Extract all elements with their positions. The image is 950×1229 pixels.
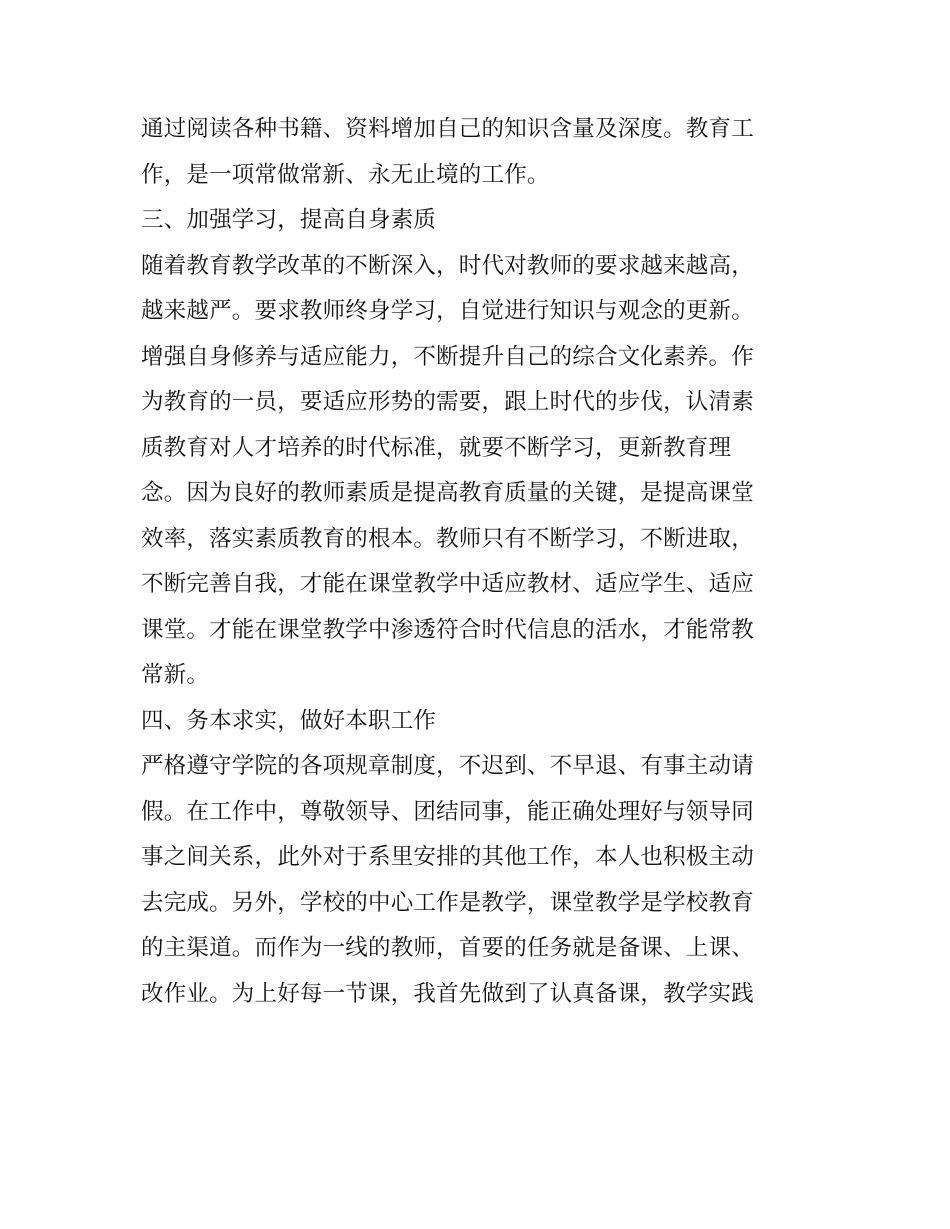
body-line: 的主渠道。而作为一线的教师，首要的任务就是备课、上课、 <box>141 935 754 961</box>
body-line: 效率，落实素质教育的根本。教师只有不断学习，不断进取， <box>141 525 754 552</box>
body-line: 念。因为良好的教师素质是提高教育质量的关键，是提高课堂 <box>141 480 754 506</box>
body-line: 作，是一项常做常新、永无止境的工作。 <box>141 161 550 188</box>
body-line: 课堂。才能在课堂教学中渗透符合时代信息的活水，才能常教 <box>141 616 754 643</box>
body-line: 随着教育教学改革的不断深入，时代对教师的要求越来越高， <box>141 252 754 279</box>
section-heading-3: 三、加强学习，提高自身素质 <box>141 207 437 233</box>
body-line: 越来越严。要求教师终身学习，自觉进行知识与观念的更新。 <box>141 298 754 324</box>
body-line: 通过阅读各种书籍、资料增加自己的知识含量及深度。教育工 <box>141 116 754 142</box>
document-body <box>141 107 813 1017</box>
body-line: 改作业。为上好每一节课，我首先做到了认真备课，教学实践 <box>141 980 754 1007</box>
body-line: 常新。 <box>141 662 210 688</box>
body-line: 质教育对人才培养的时代标准，就要不断学习，更新教育理 <box>141 434 732 461</box>
section-heading-4: 四、务本求实，做好本职工作 <box>141 707 437 734</box>
body-line: 事之间关系，此外对于系里安排的其他工作，本人也积极主动 <box>141 844 754 870</box>
body-line: 为教育的一员，要适应形势的需要，跟上时代的步伐，认清素 <box>141 389 754 415</box>
body-line: 严格遵守学院的各项规章制度，不迟到、不早退、有事主动请 <box>141 753 754 779</box>
body-line: 假。在工作中，尊敬领导、团结同事，能正确处理好与领导同 <box>141 798 754 825</box>
body-line: 增强自身修养与适应能力，不断提升自己的综合文化素养。作 <box>141 343 754 370</box>
body-line: 不断完善自我，才能在课堂教学中适应教材、适应学生、适应 <box>141 571 754 597</box>
body-line: 去完成。另外，学校的中心工作是教学，课堂教学是学校教育 <box>141 889 754 916</box>
